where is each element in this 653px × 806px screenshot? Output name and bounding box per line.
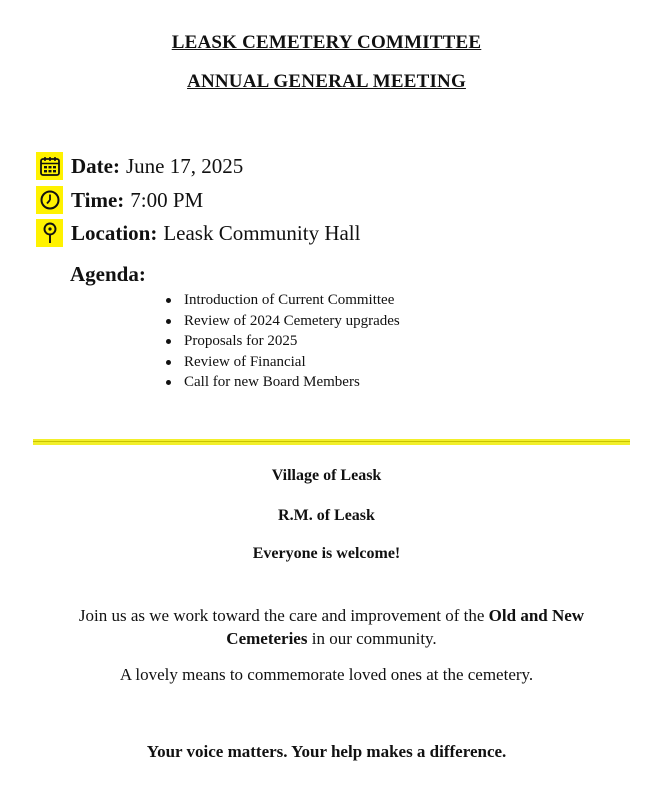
location-pin-icon bbox=[36, 219, 63, 247]
agenda-item: Proposals for 2025 bbox=[166, 331, 400, 352]
location-value: Leask Community Hall bbox=[163, 220, 361, 245]
join-prefix: Join us as we work toward the care and improvement of the bbox=[78, 606, 489, 625]
time-value: 7:00 PM bbox=[130, 187, 204, 212]
detail-time bbox=[36, 185, 203, 215]
village-line: Village of Leask bbox=[271, 467, 382, 484]
agenda-list bbox=[166, 290, 400, 393]
agenda-heading: Agenda: bbox=[70, 262, 146, 286]
highlight-divider bbox=[33, 439, 630, 445]
calendar-icon bbox=[36, 152, 63, 180]
voice-line: Your voice matters. Your help makes a difference. bbox=[146, 742, 507, 761]
time-label: Time: bbox=[71, 187, 125, 212]
detail-date bbox=[36, 151, 243, 181]
clock-icon bbox=[36, 186, 63, 214]
join-bold: Old and New Cemeteries bbox=[226, 606, 585, 648]
agenda-item: Review of 2024 Cemetery upgrades bbox=[166, 311, 400, 332]
location-label: Location: bbox=[71, 220, 158, 245]
welcome-line: Everyone is welcome! bbox=[252, 545, 401, 562]
join-suffix: in our community. bbox=[307, 629, 437, 648]
date-label: Date: bbox=[71, 153, 120, 178]
join-paragraph bbox=[40, 604, 623, 650]
agenda-item: Introduction of Current Committee bbox=[166, 290, 400, 311]
commemorate-line: A lovely means to commemorate loved ones at the cemetery. bbox=[119, 665, 534, 684]
agenda-item: Call for new Board Members bbox=[166, 372, 400, 393]
detail-location bbox=[36, 218, 360, 248]
rm-line: R.M. of Leask bbox=[278, 507, 375, 524]
page-title: LEASK CEMETERY COMMITTEE bbox=[171, 32, 482, 53]
date-value: June 17, 2025 bbox=[125, 153, 244, 178]
page-subtitle: ANNUAL GENERAL MEETING bbox=[187, 71, 466, 92]
agenda-item: Review of Financial bbox=[166, 352, 400, 373]
